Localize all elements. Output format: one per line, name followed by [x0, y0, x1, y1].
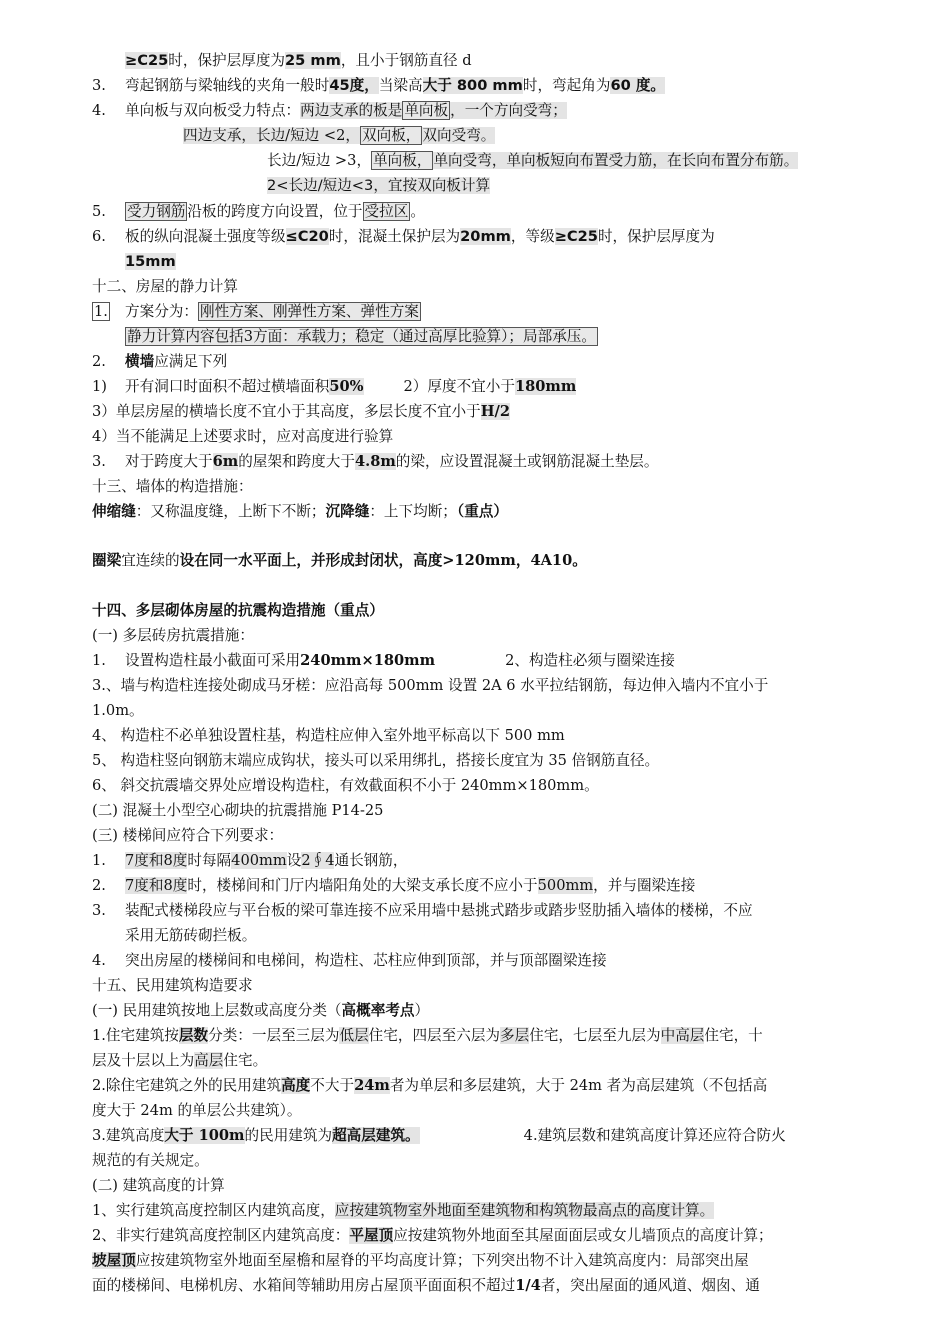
section-heading: 十五、民用建筑构造要求 [92, 977, 253, 994]
list-item: 5、 构造柱竖向钢筋末端应成钩状，接头可以采用绑扎，搭接长度宜为 35 倍钢筋直径。 [92, 752, 660, 769]
sub-heading: (二) 混凝土小型空心砌块的抗震措施 P14-25 [92, 802, 384, 819]
sub-heading: (二) 建筑高度的计算 [92, 1177, 225, 1194]
list-item: 1) 开有洞口时面积不超过横墙面积50% 2）厚度不宜小于180mm [92, 378, 577, 395]
section-heading: 十三、墙体的构造措施： [92, 478, 253, 495]
list-item: 2.除住宅建筑之外的民用建筑高度不大于24m者为单层和多层建筑，大于 24m 者为高层建筑（不包括高 [92, 1077, 768, 1094]
text-line: 长边/短边 >3， 单向板， 单向受弯，单向板短向布置受力筋，在长向布置分布筋。 [267, 152, 799, 169]
list-item: 4. 突出房屋的楼梯间和电梯间，构造柱、芯柱应伸到顶部，并与顶部圈梁连接 [92, 952, 607, 969]
text-line: 圈梁宜连续的设在同一水平面上，并形成封闭状，高度>120mm，4A10。 [92, 552, 587, 569]
list-item: 3.、墙与构造柱连接处砌成马牙槎：应沿高每 500mm 设置 2A 6 水平拉结钢筋，每边伸入墙内不宜小于 [92, 677, 769, 694]
sub-heading: (一) 民用建筑按地上层数或高度分类（高概率考点） [92, 1002, 430, 1019]
list-item: 6、 斜交抗震墙交界处应增设构造柱，有效截面积不小于 240mm×180mm。 [92, 777, 599, 794]
list-item: 3. 对于跨度大于6m的屋架和跨度大于4.8m的梁，应设置混凝土或钢筋混凝土垫层。 [92, 453, 659, 470]
list-item: 5. 受力钢筋 沿板的跨度方向设置，位于 受拉区 。 [92, 203, 425, 220]
list-item: 4、 构造柱不必单独设置柱基，构造柱应伸入室外地平标高以下 500 mm [92, 727, 565, 744]
sub-heading: (三) 楼梯间应符合下列要求： [92, 827, 284, 844]
section-heading: 十二、房屋的静力计算 [92, 278, 238, 295]
text-line: ≥C25时，保护层厚度为25 mm，且小于钢筋直径 d [125, 52, 472, 69]
sub-heading: (一) 多层砖房抗震措施： [92, 627, 254, 644]
list-item: 1. 设置构造柱最小截面可采用240mm×180mm 2、构造柱必须与圈梁连接 [92, 652, 675, 669]
text-line: 坡屋顶应按建筑物室外地面至屋檐和屋脊的平均高度计算；下列突出物不计入建筑高度内：局部突出屋 [92, 1252, 749, 1269]
text-line: 层及十层以上为高层住宅。 [92, 1052, 268, 1069]
text-line: 2<长边/短边<3，宜按双向板计算 [267, 177, 491, 194]
list-item: 6. 板的纵向混凝土强度等级≤C20时，混凝土保护层为20mm，等级≥C25时，保护层厚度为 [92, 228, 715, 245]
list-item: 3. 装配式楼梯段应与平台板的梁可靠连接不应采用墙中悬挑式踏步或踏步竖肋插入墙体的楼梯，不应 [92, 902, 753, 919]
text-line: 度大于 24m 的单层公共建筑）。 [92, 1102, 302, 1119]
list-item: 3）单层房屋的横墙长度不宜小于其高度，多层长度不宜小于H/2 [92, 403, 511, 420]
text-line: 1.0m。 [92, 702, 144, 719]
list-item: 4. 单向板与双向板受力特点：两边支承的板是 单向板 ，一个方向受弯； [92, 102, 567, 119]
list-item: 1. 方案分为： 刚性方案、刚弹性方案、弹性方案 [94, 303, 419, 320]
list-item: 2. 7度和8度时，楼梯间和门厅内墙阳角处的大梁支承长度不应小于500mm，并与圈梁连接 [92, 877, 696, 894]
text-line: 静力计算内容包括3方面：承载力；稳定（通过高厚比验算）；局部承压。 [127, 328, 596, 345]
list-item: 1、实行建筑高度控制区内建筑高度，应按建筑物室外地面至建筑物和构筑物最高点的高度计算。 [92, 1202, 715, 1219]
list-item: 4）当不能满足上述要求时，应对高度进行验算 [92, 428, 394, 445]
text-line: 伸缩缝：又称温度缝，上断下不断；沉降缝：上下均断；（重点） [92, 503, 508, 520]
text-line: 面的楼梯间、电梯机房、水箱间等辅助用房占屋顶平面面积不超过1/4者，突出屋面的通风道、烟囱、通 [92, 1277, 760, 1294]
text-line: 15mm [125, 253, 176, 270]
list-item: 2、非实行建筑高度控制区内建筑高度：平屋顶应按建筑物外地面至其屋面面层或女儿墙顶点的高度计算； [92, 1227, 773, 1244]
list-item: 3.建筑高度大于 100m的民用建筑为超高层建筑。 4.建筑层数和建筑高度计算还应符合防火 [92, 1127, 786, 1144]
list-item: 1. 7度和8度时每隔400mm设2∮4通长钢筋， [92, 852, 408, 869]
text-line: 采用无筋砖砌拦板。 [125, 927, 257, 944]
list-item: 2. 横墙应满足下列 [92, 353, 228, 370]
text-line: 四边支承，长边/短边 <2， 双向板， 双向受弯。 [183, 127, 496, 144]
list-item: 3. 弯起钢筋与梁轴线的夹角一般时45度，当梁高大于 800 mm时，弯起角为60 度。 [92, 77, 666, 94]
list-item: 1.住宅建筑按层数分类：一层至三层为低层住宅，四层至六层为多层住宅，七层至九层为中高层住宅，十 [92, 1027, 763, 1044]
text-line: 规范的有关规定。 [92, 1152, 209, 1169]
section-heading: 十四、多层砌体房屋的抗震构造措施（重点） [92, 602, 384, 619]
